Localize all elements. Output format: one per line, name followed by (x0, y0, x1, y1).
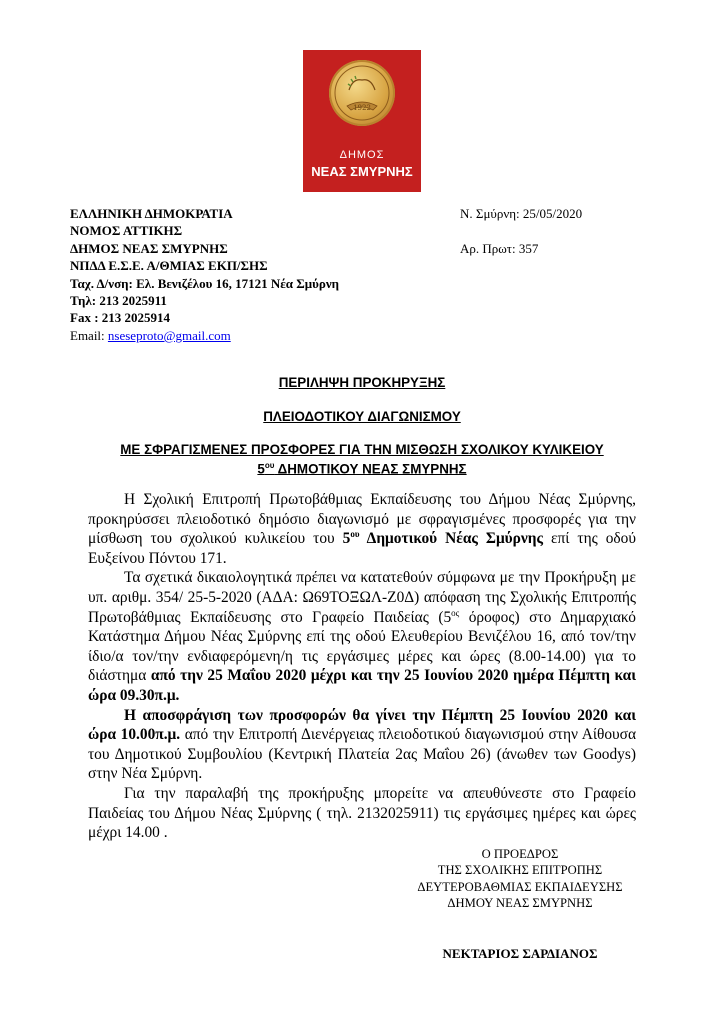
header-line: ΝΠΔΔ Ε.Σ.Ε. Α/ΘΜΙΑΣ ΕΚΠ/ΣΗΣ (70, 258, 268, 274)
logo-year: 1922 (353, 104, 371, 112)
school-name: Δημοτικού Νέας Σμύρνης (359, 530, 544, 548)
title-school-suffix: ου (264, 461, 275, 470)
paragraph-text: όροφος) στο Δημαρχιακό Κατάστημα Δήμου Νέας Σμύρνης επί της οδού Ελευθερίου Βενιζέλου 16, από τον/την ίδιο/α τον/την ενδιαφερόμενη/η τις εργάσιμες μέρες και ώρες (8.00-14.00) για το διάστημα (88, 608, 637, 685)
sender-details (70, 205, 450, 344)
municipality-logo (303, 50, 421, 192)
email-line (70, 327, 450, 344)
signatory-name: ΝΕΚΤΑΡΙΟΣ ΣΑΡΔΙΑΝΟΣ (442, 946, 598, 961)
paragraph-text: Για την παραλαβή της προκήρυξης μπορείτε να απευθύνεστε στο Γραφείο Παιδείας του Δήμου Νέας Σμύρνης ( τηλ. 2132025911) τις εργάσιμες ημέρες και ώρες μέχρι 14.00 . (88, 784, 636, 842)
signature-line: Ο ΠΡΟΕΔΡΟΣ (481, 847, 559, 861)
school-number-suffix: ου (350, 529, 360, 540)
document-date: Ν. Σμύρνη: 25/05/2020 (460, 206, 583, 221)
title-subject: ΜΕ ΣΦΡΑΓΙΣΜΕΝΕΣ ΠΡΟΣΦΟΡΕΣ ΓΙΑ ΤΗΝ ΜΙΣΘΩΣΗ ΣΧΟΛΙΚΟΥ ΚΥΛΙΚΕΙΟΥ (120, 442, 604, 457)
fax-line: Fax : 213 2025914 (70, 310, 171, 326)
email-label: Email: (70, 327, 108, 343)
header-line: ΕΛΛΗΝΙΚΗ ΔΗΜΟΚΡΑΤΙΑ (70, 206, 233, 221)
paragraph-2 (88, 568, 636, 705)
coin-emblem-graphic (329, 60, 395, 126)
title-school (0, 458, 724, 477)
header-line: ΝΟΜΟΣ ΑΤΤΙΚΗΣ (70, 223, 183, 239)
title-summary: ΠΕΡΙΛΗΨΗ ΠΡΟΚΗΡΥΞΗΣ (278, 375, 446, 390)
header-line: ΔΗΜΟΣ ΝΕΑΣ ΣΜΥΡΝΗΣ (70, 240, 228, 256)
signature-block (370, 846, 670, 912)
opening-date: Η αποσφράγιση των προσφορών θα γίνει την Πέμπτη 25 Ιουνίου 2020 και ώρα 10.00π.μ. (88, 706, 636, 744)
title-school-number: 5 (257, 461, 265, 477)
paragraph-text: Τα σχετικά δικαιολογητικά πρέπει να κατατεθούν σύμφωνα με την Προκήρυξη με υπ. αριθμ. 354/ 25-5-2020 (ΑΔΑ: Ω69ΤΟΞΩΛ-Ζ0Δ) απόφαση της Σχολικής Επιτροπής Πρωτοβάθμιας Εκπαίδευσης στο Γραφείο Παιδείας (5 (88, 569, 636, 626)
email-link[interactable]: nseseproto@gmail.com (107, 327, 231, 343)
floor-suffix: ος (451, 607, 460, 618)
signature-line: ΔΕΥΤΕΡΟΒΑΘΜΙΑΣ ΕΚΠΑΙΔΕΥΣΗΣ (417, 879, 623, 894)
document-meta (460, 205, 660, 257)
paragraph-text: επί της οδού Ευξείνου Πόντου 171. (88, 530, 636, 567)
title-tender: ΠΛΕΙΟΔΟΤΙΚΟΥ ΔΙΑΓΩΝΙΣΜΟΥ (263, 409, 461, 424)
announcement-body (88, 490, 636, 843)
coin-emblem-icon (329, 60, 395, 126)
address-line: Ταχ. Δ/νση: Ελ. Βενιζέλου 16, 17121 Νέα Σμύρνη (70, 275, 340, 291)
signature-line: ΤΗΣ ΣΧΟΛΙΚΗΣ ΕΠΙΤΡΟΠΗΣ (437, 863, 603, 878)
protocol-number: Αρ. Πρωτ: 357 (460, 240, 539, 256)
submission-period: από την 25 Μαΐου 2020 μέχρι και την 25 Ιουνίου 2020 ημέρα Πέμπτη και ώρα 09.30π.μ. (88, 667, 636, 704)
logo-word-city: ΝΕΑΣ ΣΜΥΡΝΗΣ (311, 164, 413, 179)
paragraph-text: από την Επιτροπή Διενέργειας πλειοδοτικού διαγωνισμού στην Αίθουσα του Δημοτικού Συμβουλίου (Κεντρική Πλατεία 2ας Μαΐου 26) (άνωθεν των Goodys) στην Νέα Σμύρνη. (88, 726, 637, 783)
paragraph-1 (88, 490, 636, 568)
signature-line: ΔΗΜΟΥ ΝΕΑΣ ΣΜΥΡΝΗΣ (447, 896, 593, 911)
paragraph-3 (88, 706, 636, 784)
paragraph-text: Η Σχολική Επιτροπή Πρωτοβάθμιας Εκπαίδευσης του Δήμου Νέας Σμύρνης, προκηρύσσει πλειοδοτικό δημόσιο διαγωνισμό με σφραγισμένες προσφορές για την μίσθωση του σχολικού κυλικείου του (88, 491, 636, 548)
school-number: 5 (342, 530, 351, 548)
title-school-name: ΔΗΜΟΤΙΚΟΥ ΝΕΑΣ ΣΜΥΡΝΗΣ (274, 461, 467, 477)
logo-word-dimos: ΔΗΜΟΣ (339, 149, 385, 161)
paragraph-emphasis (343, 530, 543, 547)
paragraph-4 (88, 784, 636, 843)
phone-line: Τηλ: 213 2025911 (70, 293, 167, 309)
